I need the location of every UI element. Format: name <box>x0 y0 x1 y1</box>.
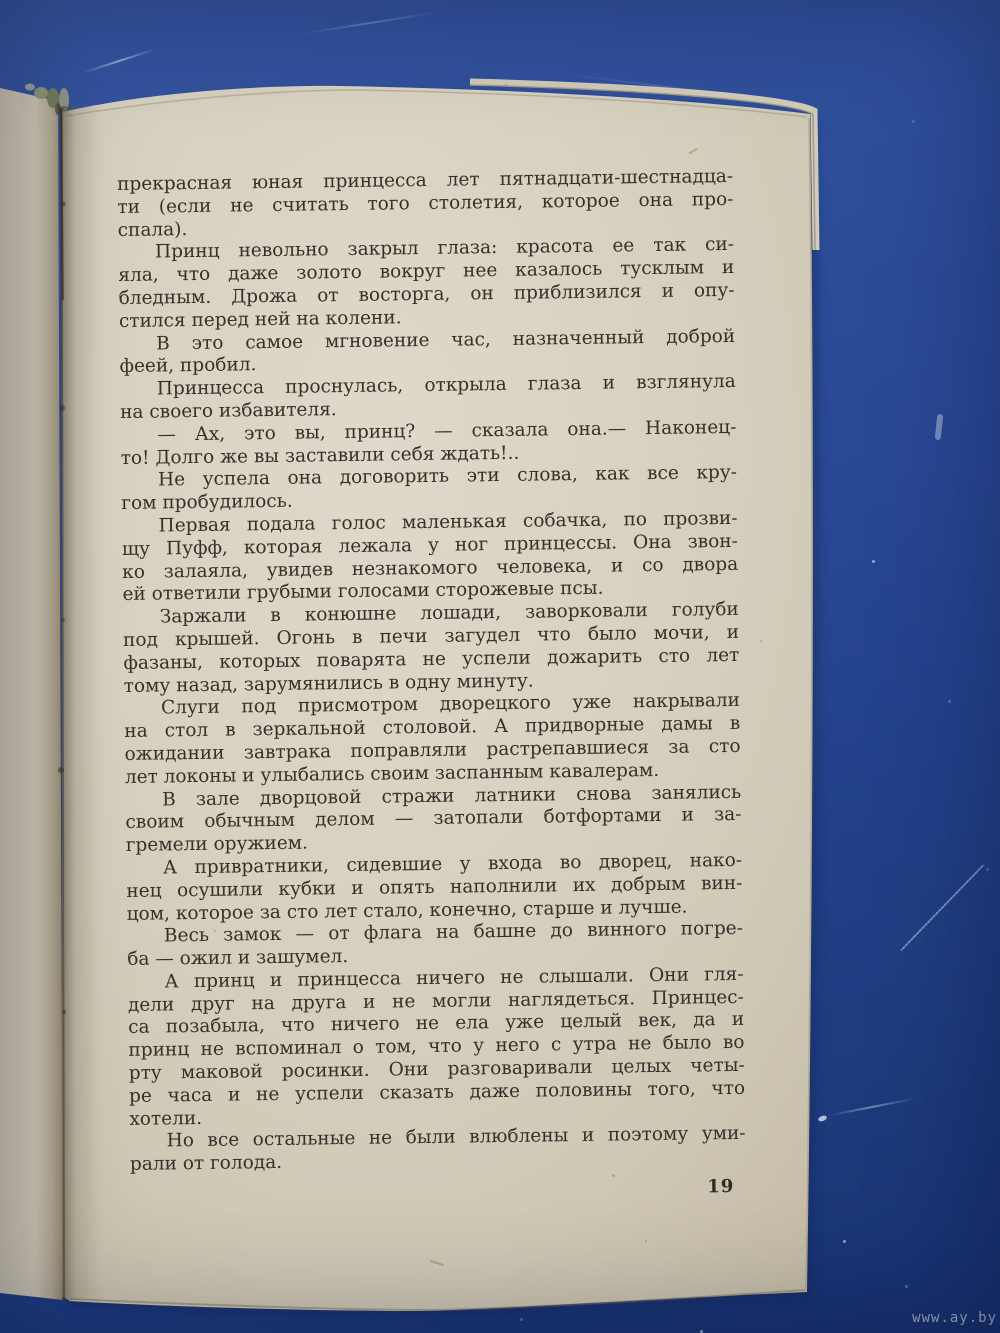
dust-dot <box>905 1285 908 1288</box>
text-line: А принц и принцесса ничего не слышали. Они гля- <box>164 963 744 993</box>
dust-dot <box>986 868 989 871</box>
text-line: феей, пробил. <box>119 354 257 378</box>
text-line: фазаны, которых поварята не успели дожарить сто лет <box>123 644 740 674</box>
paper-fleck <box>300 520 302 522</box>
text-line: нец осушили кубки и опять наполнили их добрым вин- <box>126 872 743 902</box>
dust-dot <box>843 1240 846 1243</box>
text-line: ба — ожил и зашумел. <box>127 946 349 971</box>
text-line: гом пробудилось. <box>121 490 293 515</box>
text-line: ти (если не считать того столетия, которое она про- <box>117 188 734 218</box>
text-line: дели друг на друга и не могли наглядеться. Принцес- <box>127 986 744 1016</box>
text-line: Заржали в конюшне лошади, заворковали голуби <box>159 599 739 628</box>
text-line: Слуги под присмотром дворецкого уже накрывали <box>160 690 741 719</box>
dust-dot <box>520 1318 523 1321</box>
text-line: Первая подала голос маленькая собачка, по прозви- <box>158 507 738 537</box>
text-line: Принц невольно закрыл глаза: красота ее так си- <box>154 234 735 263</box>
text-line: спала). <box>117 218 188 241</box>
text-line: принц не вспоминал о том, что у него с утра не было во <box>128 1032 745 1062</box>
text-line: ре часа и не успели сказать даже половины того, что <box>128 1077 746 1107</box>
text-line: на своего избавителя. <box>119 399 337 423</box>
watermark: www.ay.by <box>912 1310 997 1326</box>
text-line: хотели. <box>129 1107 203 1130</box>
text-line: своим обычным делом — затопали ботфортами и за- <box>125 804 742 834</box>
paper-fleck <box>612 1174 615 1177</box>
dust-dot <box>912 120 915 123</box>
text-line: ей ответили грубыми голосами сторожевые псы. <box>122 578 604 606</box>
dust-dot <box>948 700 951 703</box>
text-line: ожидании завтрака поправляли растрепавшиеся за сто <box>124 735 741 765</box>
spine-crease-band <box>62 106 102 1300</box>
paper-fleck <box>760 640 762 642</box>
text-line: Принцесса проснулась, открыла глаза и взглянула <box>156 371 736 400</box>
text-line: рали от голода. <box>129 1152 283 1176</box>
text-line: лет локоны и улыбались своим заспанным кавалерам. <box>124 759 660 788</box>
left-page <box>0 88 63 1300</box>
text-line: В это самое мгновение час, назначенный доброй <box>156 325 736 355</box>
text-lines <box>117 166 746 1177</box>
paper-fleck <box>505 84 507 86</box>
text-line: Весь замок — от флага на башне до винного погре- <box>163 918 744 947</box>
page-number: 19 <box>707 1176 735 1198</box>
text-line: А привратники, сидевшие у входа во дворец, нако- <box>162 849 743 879</box>
page-text-block <box>117 165 746 1198</box>
text-line: цом, которое за сто лет стало, конечно, старше и лучше. <box>126 896 688 925</box>
text-line: яла, что даже золото вокруг нее казалось тусклым и <box>118 257 735 287</box>
text-line: рту маковой росинки. Они разговаривали целых четы- <box>128 1054 745 1085</box>
text-line: щу Пуфф, которая лежала у ног принцессы. Она звон- <box>121 530 738 560</box>
text-line: тому назад, зарумянились в одну минуту. <box>123 670 534 697</box>
paper-fleck <box>645 1240 647 1242</box>
text-line: на стол в зеркальной столовой. А придворные дамы в <box>124 713 741 743</box>
text-line: В зале дворцовой стражи латники снова занялись <box>162 781 742 810</box>
text-line: са позабыла, что ничего не ела уже целый век, да и <box>128 1009 745 1039</box>
text-line: ко залаяла, увидев незнакомого человека, и со двора <box>122 553 739 583</box>
text-line: гремели оружием. <box>125 832 309 857</box>
text-line: бледным. Дрожа от восторга, он приблизился и опу- <box>118 279 735 309</box>
paper-fleck <box>214 930 216 932</box>
dust-dot <box>872 560 875 563</box>
text-line: стился перед ней на колени. <box>118 307 402 332</box>
text-line: под крышей. Огонь в печи загудел что было мочи, и <box>122 621 740 651</box>
text-line: то! Долго же вы заставили себя ждать!.. <box>120 442 520 469</box>
text-line: — Ах, это вы, принц? — сказала она.— Наконец- <box>157 416 737 446</box>
text-line: Не успела она договорить эти слова, как все кру- <box>157 462 738 491</box>
text-line: Но все остальные не были влюблены и поэтому уми- <box>166 1123 746 1152</box>
text-line: прекрасная юная принцесса лет пятнадцати-шестнадца- <box>117 165 734 195</box>
